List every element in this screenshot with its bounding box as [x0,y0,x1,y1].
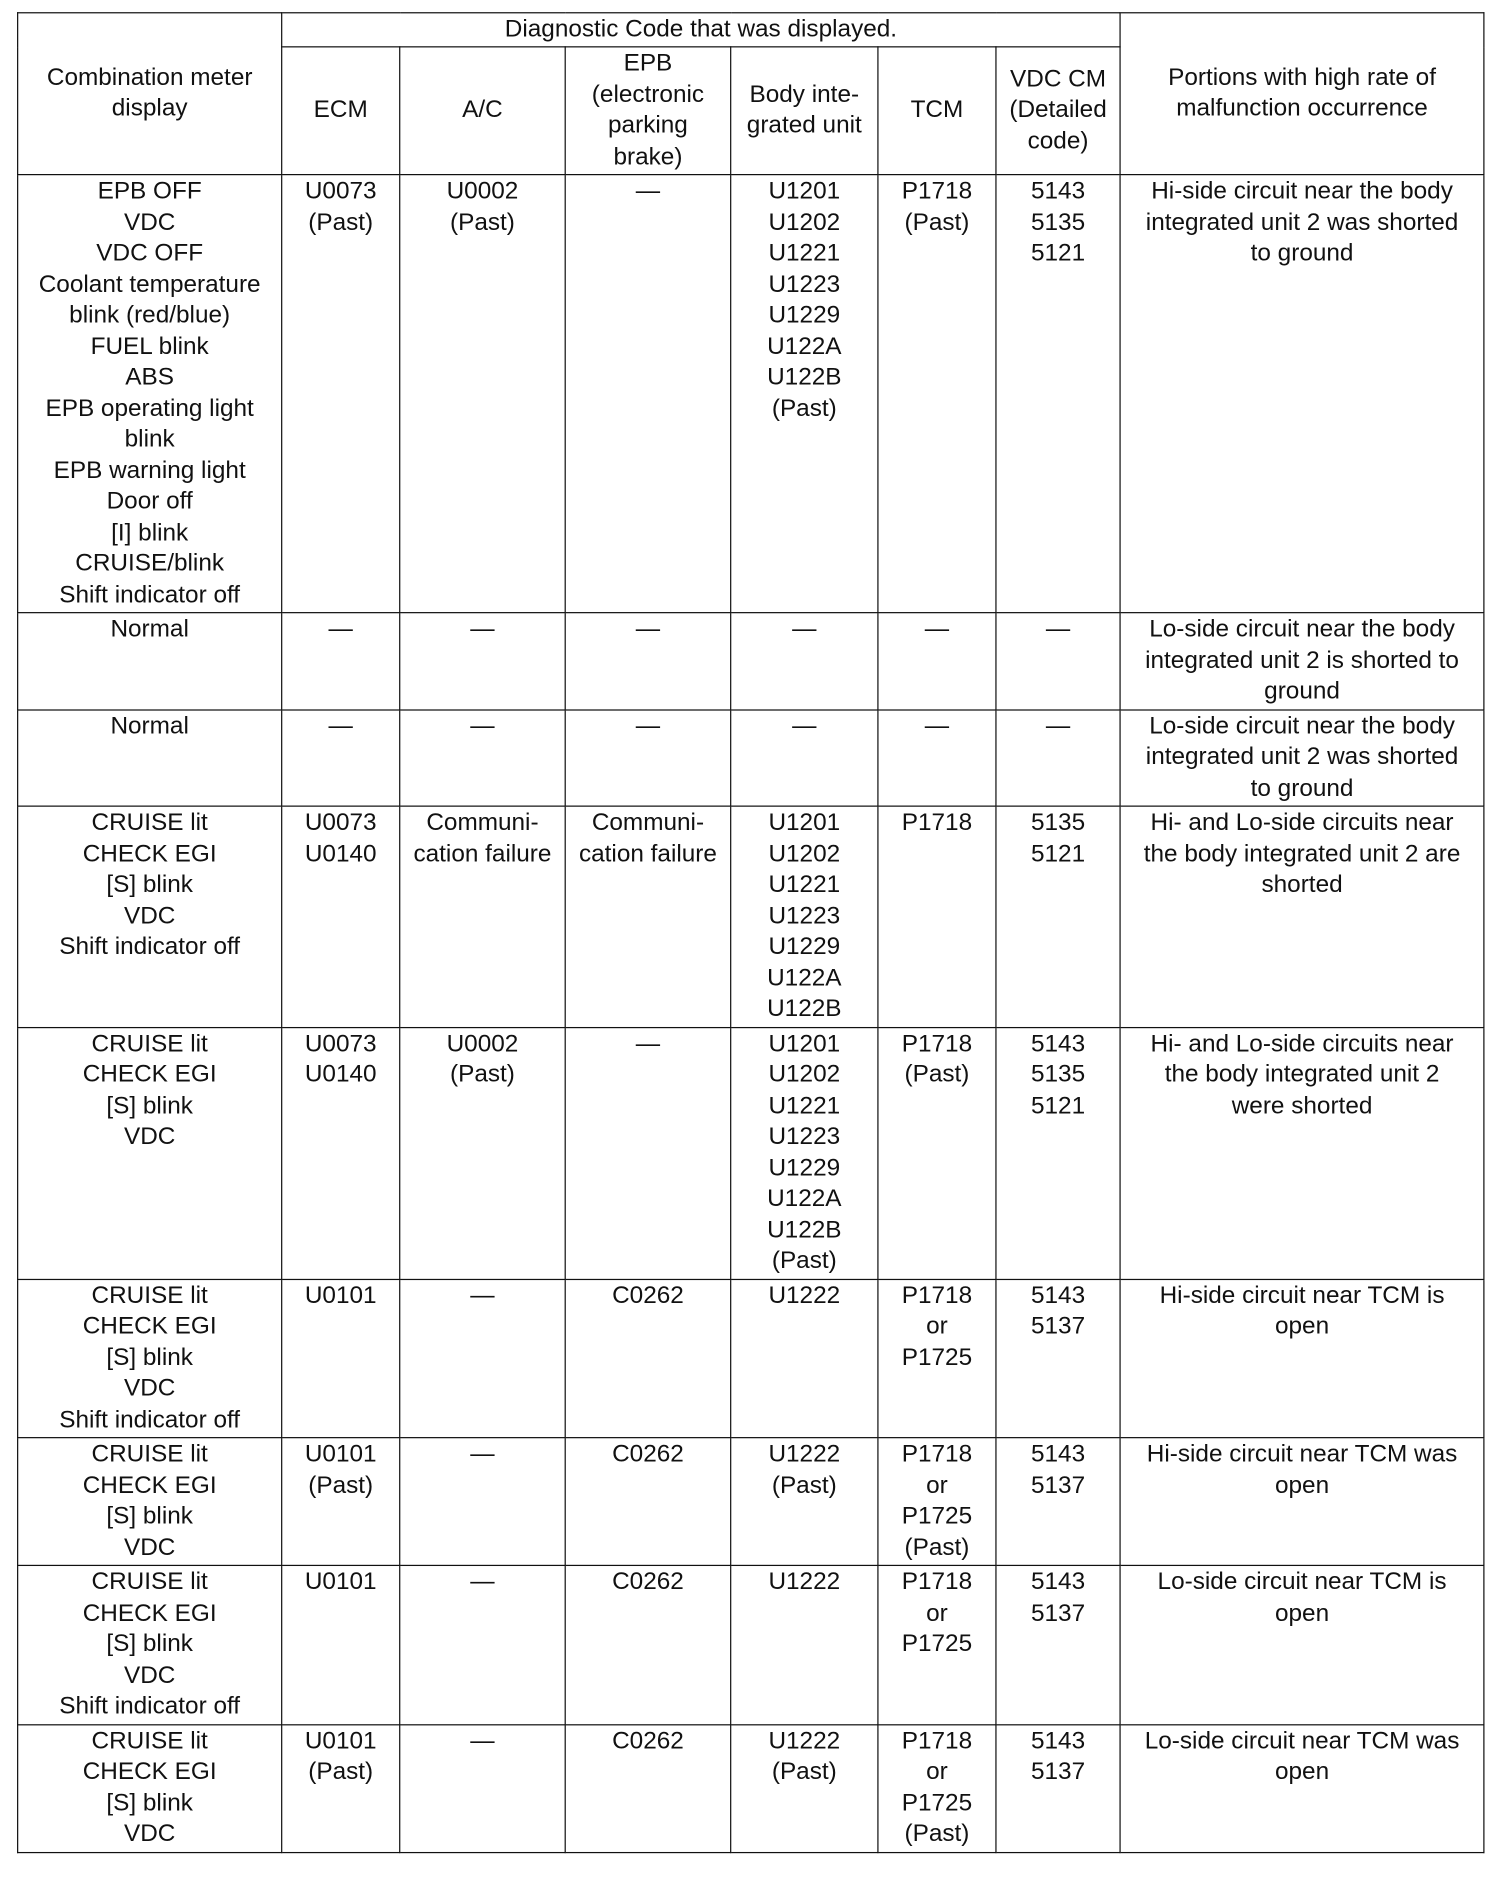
cell-display-line: CRUISE lit [91,1727,208,1755]
cell-tcm-line: P1725 [901,1343,973,1371]
cell-epb [565,1438,730,1566]
cell-portions-line: Lo-side circuit near the body [1149,615,1455,643]
cell-portions [1120,1027,1484,1279]
header-vdc-line: code) [1027,127,1089,155]
cell-ac-line: cation failure [413,840,552,867]
header-epb-line: parking [608,111,688,139]
cell-epb-line: C0262 [612,1440,684,1468]
cell-ecm [282,1438,400,1566]
cell-body [731,1565,878,1724]
cell-ac-line: — [470,1440,495,1468]
cell-tcm [878,1027,996,1279]
cell-portions-line: shorted [1261,871,1343,898]
cell-ac-line: (Past) [450,208,515,236]
cell-vdc [996,1279,1120,1438]
cell-portions-line: were shorted [1231,1092,1373,1119]
cell-ac-line: Communi- [426,809,539,836]
cell-display-line: VDC [123,902,176,930]
cell-epb [565,613,730,710]
cell-vdc [996,613,1120,710]
cell-tcm [878,1438,996,1566]
cell-vdc [996,1724,1120,1852]
cell-tcm-line: P1718 [901,1568,973,1596]
cell-vdc-line: 5143 [1030,1281,1086,1309]
cell-body [731,1279,878,1438]
cell-display [18,1027,282,1279]
cell-display-line: CHECK EGI [82,1061,217,1088]
cell-display-line: blink (red/blue) [69,301,231,329]
cell-display-line: Shift indicator off [59,933,241,961]
table-row [18,175,1484,613]
cell-ecm-line: U0101 [304,1281,377,1309]
cell-ac [400,1279,565,1438]
cell-body [731,175,878,613]
cell-portions-line: open [1274,1471,1330,1499]
cell-portions-line: ground [1264,677,1340,705]
cell-portions-line: integrated unit 2 was shorted [1145,743,1459,771]
cell-portions-line: open [1274,1312,1330,1340]
cell-epb-line: — [635,615,661,643]
cell-body-line: U1222 [768,1440,841,1468]
header-body-line: grated unit [746,111,862,139]
cell-portions-line: Hi- and Lo-side circuits near [1150,1030,1454,1057]
cell-body-line: — [792,615,817,643]
cell-epb-line: C0262 [612,1281,684,1309]
cell-display-line: CRUISE lit [91,809,208,836]
cell-body-line: U1229 [768,933,841,961]
table-row [18,1724,1484,1852]
cell-ecm [282,1279,400,1438]
cell-body-line: U1222 [768,1568,841,1596]
header-body-line: Body inte- [749,80,860,108]
cell-ecm-line: (Past) [308,208,374,236]
cell-vdc-line: 5143 [1030,1727,1086,1755]
cell-vdc-line: 5137 [1030,1312,1086,1340]
cell-vdc [996,806,1120,1027]
cell-tcm-line: P1718 [901,1281,973,1309]
table-row [18,1565,1484,1724]
cell-ac [400,1724,565,1852]
cell-display-line: VDC [123,1661,176,1689]
cell-tcm-line: (Past) [904,1533,970,1561]
table-row [18,709,1484,806]
cell-ecm-line: — [328,712,353,740]
header-diagnostic-code-group: Diagnostic Code that was displayed. [282,13,1120,47]
cell-display [18,709,282,806]
cell-ac-line: U0002 [446,177,519,205]
cell-body-line: (Past) [771,1758,837,1786]
cell-display-line: CRUISE lit [91,1030,208,1057]
cell-body-line: U1223 [768,902,841,930]
cell-body-line: U122B [767,1216,842,1243]
cell-body-line: U1222 [768,1727,841,1755]
cell-portions [1120,1724,1484,1852]
cell-ecm [282,613,400,710]
header-tcm: TCM [878,47,996,175]
cell-body-line: U1229 [768,301,841,329]
cell-display-line: VDC [123,1374,176,1402]
cell-tcm [878,1724,996,1852]
cell-epb-line: — [635,712,661,740]
header-portions: Portions with high rate of malfunction occurrence [1120,13,1484,175]
cell-epb-line: — [635,177,661,205]
table-row [18,806,1484,1027]
cell-tcm-line: P1718 [901,1727,973,1755]
cell-portions-line: integrated unit 2 is shorted to [1145,646,1459,674]
cell-ecm-line: U0140 [304,1061,377,1088]
cell-portions-line: Hi-side circuit near TCM is [1159,1281,1445,1309]
cell-vdc [996,1565,1120,1724]
cell-epb-line: C0262 [612,1568,684,1596]
cell-tcm [878,613,996,710]
cell-vdc-line: 5137 [1030,1758,1086,1786]
cell-vdc [996,1438,1120,1566]
cell-ecm-line: U0140 [304,840,377,867]
cell-tcm [878,1279,996,1438]
cell-portions-line: open [1274,1599,1330,1627]
cell-ac-line: — [470,712,495,740]
cell-ecm-line: (Past) [308,1758,374,1786]
cell-epb-line: C0262 [612,1727,684,1755]
cell-display-line: CHECK EGI [82,1758,217,1786]
cell-tcm [878,806,996,1027]
cell-display-line: [S] blink [106,1502,193,1530]
cell-display-line: Shift indicator off [59,1406,241,1433]
cell-portions-line: Hi-side circuit near TCM was [1146,1440,1458,1468]
cell-ecm [282,1027,400,1279]
cell-vdc-line: 5121 [1030,1092,1086,1119]
cell-tcm-line: P1725 [901,1789,973,1817]
cell-display-line: EPB operating light [45,394,254,422]
cell-display-line: Coolant temperature [38,270,261,298]
cell-display-line: Shift indicator off [59,581,241,608]
cell-ecm [282,1565,400,1724]
cell-display-line: [S] blink [106,1630,193,1658]
cell-body [731,1438,878,1566]
cell-display-line: CHECK EGI [82,840,217,867]
cell-body [731,1027,878,1279]
header-ecm: ECM [282,47,400,175]
cell-portions [1120,1565,1484,1724]
header-combination-meter-display: Combination meter display [18,13,282,175]
cell-portions-line: Lo-side circuit near the body [1149,712,1455,740]
cell-display-line: VDC [123,1123,176,1150]
cell-body-line: U1202 [768,1061,841,1088]
cell-vdc-line: 5121 [1030,840,1086,867]
cell-display-line: CRUISE lit [91,1568,208,1596]
cell-tcm-line: P1718 [901,809,973,836]
cell-display-line: Normal [110,712,189,740]
cell-ac [400,175,565,613]
table-body [18,175,1484,1852]
cell-ecm-line: (Past) [308,1471,374,1499]
cell-display-line: VDC [123,208,176,236]
cell-portions [1120,709,1484,806]
cell-body-line: U1229 [768,1154,841,1181]
cell-ecm-line: — [328,615,353,643]
cell-portions-line: the body integrated unit 2 [1164,1061,1440,1088]
cell-ecm-line: U0073 [304,809,377,836]
cell-portions-line: Lo-side circuit near TCM is [1157,1568,1447,1596]
cell-epb-line: — [635,1030,661,1057]
cell-ecm [282,806,400,1027]
cell-body [731,806,878,1027]
cell-vdc-line: 5121 [1030,239,1086,267]
cell-vdc [996,175,1120,613]
cell-ecm-line: U0073 [304,1030,377,1057]
cell-display-line: EPB OFF [97,177,202,205]
header-epb-line: EPB [623,49,673,77]
table-row [18,1438,1484,1566]
cell-vdc-line: — [1045,712,1071,740]
cell-body [731,1724,878,1852]
cell-display-line: FUEL blink [90,332,209,360]
cell-ac-line: U0002 [446,1030,519,1057]
cell-body-line: U1221 [768,1092,841,1119]
cell-epb [565,1027,730,1279]
cell-ecm [282,709,400,806]
cell-vdc-line: 5143 [1030,177,1086,205]
cell-display-line: VDC [123,1533,176,1561]
cell-portions-line: to ground [1250,239,1354,267]
cell-body-line: — [792,712,817,740]
cell-display [18,1279,282,1438]
cell-display-line: ABS [125,363,175,391]
cell-portions [1120,806,1484,1027]
cell-body-line: U1202 [768,208,841,236]
cell-portions-line: Hi-side circuit near the body [1151,177,1453,205]
cell-tcm-line: — [924,615,950,643]
table-row [18,1279,1484,1438]
cell-portions [1120,1279,1484,1438]
table-row [18,613,1484,710]
cell-body-line: U1222 [768,1281,841,1309]
cell-epb [565,1724,730,1852]
cell-ecm-line: U0101 [304,1568,377,1596]
header-row-group [18,13,1484,47]
cell-body-line: U122A [767,332,842,360]
cell-ac-line: — [470,1727,495,1755]
cell-body-line: U1223 [768,270,841,298]
cell-tcm-line: or [926,1312,948,1340]
cell-ac [400,1438,565,1566]
header-ac: A/C [400,47,565,175]
diagnostic-table [17,12,1485,1852]
cell-portions-line: the body integrated unit 2 are [1143,840,1461,867]
cell-body-line: (Past) [771,1471,837,1499]
cell-tcm [878,1565,996,1724]
cell-ac [400,709,565,806]
cell-display-line: CRUISE lit [91,1440,208,1468]
cell-vdc-line: 5137 [1030,1471,1086,1499]
cell-body-line: U1221 [768,871,841,898]
cell-ac [400,806,565,1027]
cell-epb [565,1279,730,1438]
cell-vdc [996,709,1120,806]
cell-display-line: EPB warning light [53,456,246,484]
cell-body-line: U122B [767,995,842,1023]
cell-body-line: (Past) [771,394,837,422]
cell-display [18,806,282,1027]
cell-ecm-line: U0101 [304,1440,377,1468]
cell-display-line: [S] blink [106,1092,193,1119]
header-body-integrated-unit [731,47,878,175]
cell-display-line: VDC [123,1820,176,1848]
cell-tcm-line: P1718 [901,177,973,205]
cell-vdc-line: 5135 [1030,809,1086,836]
cell-tcm-line: (Past) [904,208,970,236]
cell-body-line: U1201 [768,809,841,836]
cell-body-line: U122B [767,363,842,391]
cell-display-line: Door off [106,487,193,515]
cell-tcm-line: P1718 [901,1030,973,1057]
cell-tcm [878,709,996,806]
cell-epb [565,709,730,806]
header-vdc-line: VDC CM [1010,65,1107,93]
header-epb-line: brake) [613,142,683,170]
cell-vdc-line: 5135 [1030,1061,1086,1088]
header-vdc-cm [996,47,1120,175]
cell-tcm [878,175,996,613]
cell-tcm-line: P1725 [901,1630,973,1658]
cell-tcm-line: (Past) [904,1820,970,1848]
cell-display-line: CHECK EGI [82,1312,217,1340]
cell-ac-line: — [470,1281,495,1309]
cell-portions-line: to ground [1250,774,1354,802]
cell-display-line: CRUISE/blink [75,549,225,577]
cell-body [731,709,878,806]
header-vdc-line: (Detailed [1009,96,1107,124]
cell-vdc-line: 5143 [1030,1030,1086,1057]
cell-portions [1120,1438,1484,1566]
cell-ecm-line: U0073 [304,177,377,205]
cell-display-line: [I] blink [111,518,189,546]
cell-display-line: CRUISE lit [91,1281,208,1309]
cell-ecm-line: U0101 [304,1727,377,1755]
cell-tcm-line: (Past) [904,1061,970,1088]
cell-vdc-line: 5137 [1030,1599,1086,1627]
cell-display-line: Shift indicator off [59,1692,241,1720]
cell-ac [400,613,565,710]
cell-ecm [282,175,400,613]
cell-display-line: Normal [110,615,189,643]
cell-ac [400,1027,565,1279]
cell-body [731,613,878,710]
cell-portions-line: open [1274,1758,1330,1786]
cell-tcm-line: — [924,712,950,740]
cell-tcm-line: or [926,1758,948,1786]
cell-display-line: VDC OFF [96,239,204,267]
cell-ecm [282,1724,400,1852]
cell-vdc-line: 5143 [1030,1440,1086,1468]
cell-portions-line: Lo-side circuit near TCM was [1144,1727,1460,1755]
cell-body-line: U1201 [768,177,841,205]
cell-body-line: U1223 [768,1123,841,1150]
cell-tcm-line: P1725 [901,1502,973,1530]
cell-portions [1120,175,1484,613]
cell-body-line: U1221 [768,239,841,267]
cell-display [18,1565,282,1724]
cell-display-line: blink [124,425,175,453]
cell-ac-line: — [470,1568,495,1596]
cell-vdc-line: 5135 [1030,208,1086,236]
cell-display [18,1438,282,1566]
cell-body-line: U1201 [768,1030,841,1057]
cell-display [18,613,282,710]
cell-display-line: [S] blink [106,1343,193,1371]
cell-body-line: U1202 [768,840,841,867]
cell-tcm-line: or [926,1471,948,1499]
cell-ac-line: (Past) [450,1061,515,1088]
cell-display-line: [S] blink [106,871,193,898]
cell-body-line: U122A [767,964,842,992]
cell-tcm-line: P1718 [901,1440,973,1468]
cell-epb [565,175,730,613]
cell-body-line: (Past) [771,1247,837,1274]
cell-vdc [996,1027,1120,1279]
cell-vdc-line: — [1045,615,1071,643]
cell-epb-line: cation failure [578,840,717,867]
cell-portions-line: Hi- and Lo-side circuits near [1150,809,1454,836]
cell-display [18,1724,282,1852]
header-epb-line: (electronic [591,80,705,108]
cell-epb [565,1565,730,1724]
header-epb [565,47,730,175]
cell-display-line: CHECK EGI [82,1471,217,1499]
cell-body-line: U122A [767,1185,842,1212]
table-row [18,1027,1484,1279]
cell-display [18,175,282,613]
cell-ac [400,1565,565,1724]
cell-display-line: [S] blink [106,1789,193,1817]
cell-tcm-line: or [926,1599,948,1627]
cell-vdc-line: 5143 [1030,1568,1086,1596]
cell-epb [565,806,730,1027]
cell-ac-line: — [470,615,495,643]
cell-portions [1120,613,1484,710]
cell-portions-line: integrated unit 2 was shorted [1145,208,1459,236]
cell-epb-line: Communi- [591,809,705,836]
cell-display-line: CHECK EGI [82,1599,217,1627]
